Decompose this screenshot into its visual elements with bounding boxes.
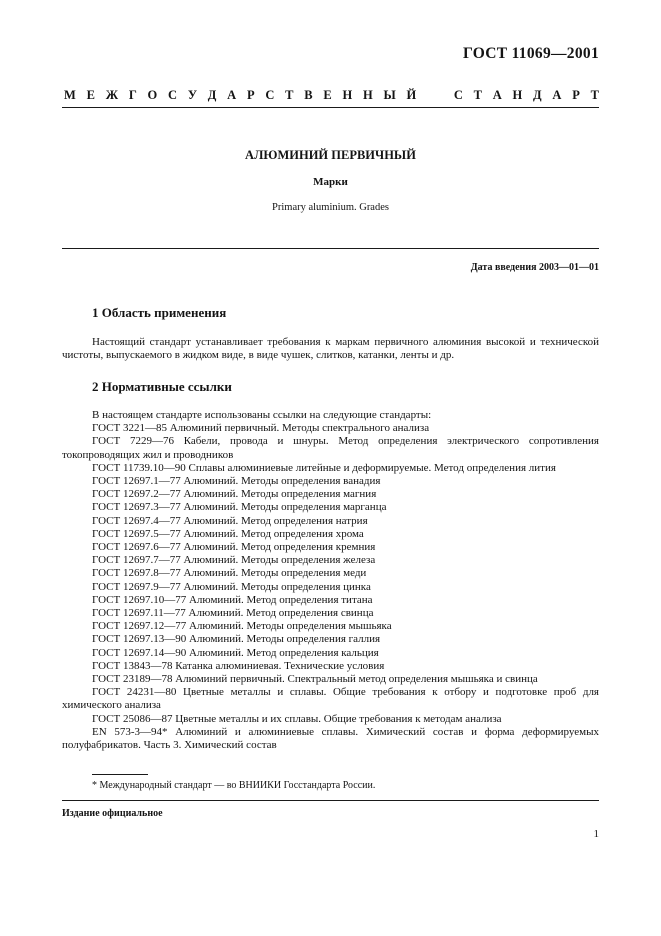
banner-letter: Т [473,88,482,102]
banner-letter: В [304,88,313,102]
reference-item: ГОСТ 25086—87 Цветные металлы и их сплавы. Общие требования к методам анализа [92,712,502,725]
banner-gap [427,88,443,103]
document-subtitle: Марки [313,176,348,188]
banner-letter: Д [533,88,542,102]
banner-letter: Т [285,88,294,102]
reference-item: ГОСТ 7229—76 Кабели, провода и шнуры. Метод определения электрического сопротивления токопроводящих жил и проводников [62,435,599,461]
document-code: ГОСТ 11069—2001 [462,45,599,62]
banner-letter: С [265,88,275,102]
section-1-heading: 1 Область применения [92,305,227,320]
title-rule [62,248,599,249]
banner-letter: А [492,88,502,102]
reference-item: ГОСТ 12697.4—77 Алюминий. Метод определения натрия [92,514,368,527]
banner-letter: Р [572,88,580,102]
page-number: 1 [593,828,599,840]
edition-label: Издание официальное [62,808,163,819]
reference-item: ГОСТ 12697.12—77 Алюминий. Методы определения мышьяка [92,620,392,633]
banner-letter: Ж [105,88,119,102]
top-rule [62,107,599,108]
reference-item: ГОСТ 12697.2—77 Алюминий. Методы определения магния [92,488,377,501]
banner-letter: А [552,88,562,102]
reference-item: ГОСТ 3221—85 Алюминий первичный. Методы спектрального анализа [92,422,430,435]
reference-item: ГОСТ 11739.10—90 Сплавы алюминиевые литейные и деформируемые. Метод определения лития [92,461,556,474]
reference-item: ГОСТ 24231—80 Цветные металлы и сплавы. Общие требования к отбору и подготовке проб для химического анализа [62,686,599,712]
reference-item: ГОСТ 12697.13—90 Алюминий. Методы определения галлия [92,633,381,646]
english-title: Primary aluminium. Grades [272,202,389,213]
banner-letter: Е [86,88,95,102]
banner-letter: С [453,88,463,102]
banner-letter: С [168,88,178,102]
standard-banner [64,88,599,103]
banner-letter: Д [207,88,217,102]
banner-letter: Ы [383,88,396,102]
banner-letter: Г [128,88,137,102]
banner-letter: Т [590,88,599,102]
banner-letter: Н [342,88,353,102]
banner-letter: У [187,88,198,102]
reference-item: ГОСТ 12697.3—77 Алюминий. Методы определения марганца [92,501,387,514]
edition-rule [62,800,599,801]
banner-letter: О [147,88,158,102]
banner-letter: Й [406,88,417,102]
banner-letter: Р [246,88,255,102]
banner-letter: Н [512,88,523,102]
section-2-heading: 2 Нормативные ссылки [92,379,232,394]
references-intro: В настоящем стандарте использованы ссылки на следующие стандарты: [92,409,432,421]
introduction-date: Дата введения 2003—01—01 [470,262,599,273]
footnote-rule [92,774,148,775]
section-1-text: Настоящий стандарт устанавливает требования к маркам первичного алюминия высокой и технической чистоты, выпускаемого в жидком виде, в виде чушек, слитков, катанки, ленты и др. [62,336,599,362]
reference-item: ГОСТ 12697.11—77 Алюминий. Метод определения свинца [92,607,374,620]
banner-letter: Е [323,88,332,102]
banner-letter: Н [363,88,373,102]
reference-item: ГОСТ 12697.7—77 Алюминий. Методы определения железа [92,554,376,567]
reference-item: ГОСТ 23189—78 Алюминий первичный. Спектральный метод определения мышьяка и свинца [92,673,538,686]
references-list [62,409,599,752]
reference-item: ГОСТ 12697.5—77 Алюминий. Метод определения хрома [92,527,364,540]
reference-item: ГОСТ 13843—78 Катанка алюминиевая. Технические условия [92,659,385,672]
reference-item: ГОСТ 12697.6—77 Алюминий. Метод определения кремния [92,541,376,554]
document-title: АЛЮМИНИЙ ПЕРВИЧНЫЙ [245,148,416,162]
reference-item: ГОСТ 12697.10—77 Алюминий. Метод определения титана [92,593,373,606]
banner-letter: А [227,88,237,102]
reference-item: EN 573-3—94* Алюминий и алюминиевые сплавы. Химический состав и форма деформируемых полуфабрикатов. Часть 3. Химический состав [62,725,599,752]
banner-letter: М [64,88,76,102]
footnote: * Международный стандарт — во ВНИИКИ Госстандарта России. [92,780,376,791]
reference-item: ГОСТ 12697.8—77 Алюминий. Методы определения меди [92,567,367,580]
reference-item: ГОСТ 12697.14—90 Алюминий. Метод определения кальция [92,646,379,659]
reference-item: ГОСТ 12697.9—77 Алюминий. Методы определения цинка [92,580,371,593]
reference-item: ГОСТ 12697.1—77 Алюминий. Методы определения ванадия [92,475,381,488]
